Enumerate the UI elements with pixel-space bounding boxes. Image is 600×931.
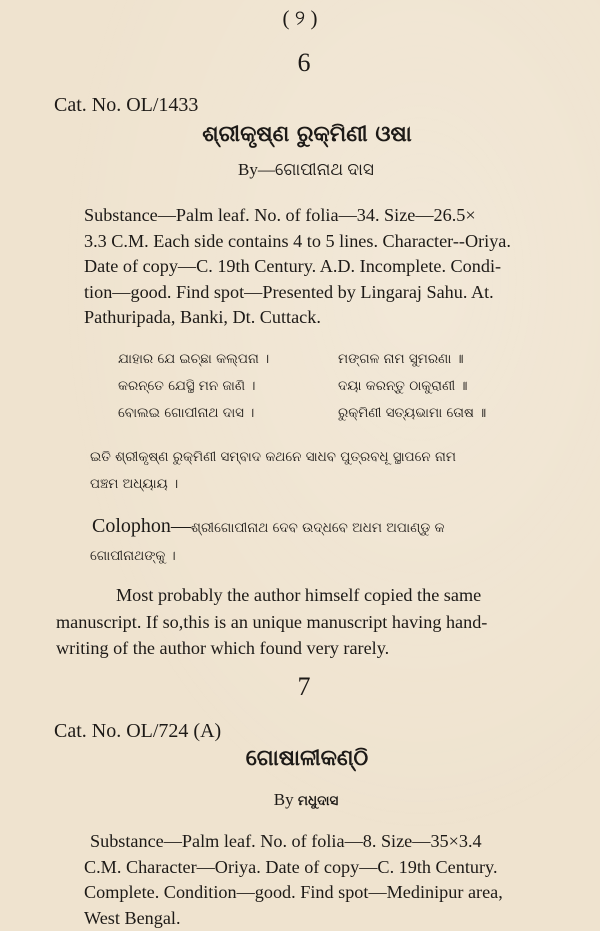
entry-number: 6 [297, 48, 311, 77]
author-line [0, 790, 600, 810]
colophon [92, 515, 445, 538]
description-line: Pathuripada, Banki, Dt. Cuttack. [84, 307, 321, 327]
description-line: tion—good. Find spot—Presented by Lingaraj Sahu. At. [84, 281, 494, 302]
entry-number: 7 [297, 672, 311, 701]
description [84, 203, 572, 331]
description-line: Complete. Condition—good. Find spot—Medinipur area, [84, 882, 503, 902]
author-line: By—ଗୋପୀନାଥ ଦାସ [238, 160, 374, 179]
page-number: ( ୨ ) [282, 6, 318, 30]
colophon-label: Colophon— [92, 515, 191, 537]
verse-left: ବୋଲଇ ଗୋପୀନାଥ ଦାସ । [118, 405, 255, 421]
note-line: manuscript. If so,this is an unique manuscript having hand- [56, 611, 488, 632]
verse-left: କରନ୍ତେ ଯେସ୍ଥି ମନ ଜାଣି । [118, 378, 256, 394]
manuscript-title: ଗୋଷାଳୀକଣ୍ଠି [245, 746, 369, 771]
closing-line: ଇତି ଶ୍ରୀକୃଷ୍ଣ ରୁକ୍ମିଣୀ ସମ୍ବାଦ କଥନେ ସାଧବ ପୁତ୍ରବଧୂ ସ୍ଥାପନେ ନାମ [90, 449, 456, 465]
catalogue-number: Cat. No. OL/1433 [54, 94, 199, 116]
description [84, 829, 572, 931]
verse-left: ଯାହାର ଯେ ଇଚ୍ଛା କଲ୍ପନା । [118, 351, 270, 367]
note-line: Most probably the author himself copied the same [116, 585, 482, 605]
catalogue-number: Cat. No. OL/724 (A) [54, 720, 222, 742]
description-line: Date of copy—C. 19th Century. A.D. Incomplete. Condi- [84, 256, 502, 276]
verse-right: ଦୟା କରନ୍ତୁ ଠାକୁରାଣୀ ॥ [338, 378, 468, 394]
colophon-text: ଶ୍ରୀଗୋପୀନାଥ ଦେବ ଉଦ୍ଧବେ ଅଧମ ଅପାଣ୍ଡୁ କ [190, 520, 445, 536]
description-line: West Bengal. [84, 907, 181, 928]
description-line: 3.3 C.M. Each side contains 4 to 5 lines. Character--Oriya. [84, 230, 511, 251]
description-line: C.M. Character—Oriya. Date of copy—C. 19th Century. [84, 856, 498, 877]
note-line: writing of the author which found very rarely. [56, 638, 390, 658]
closing-line: ପଞ୍ଚମ ଅଧ୍ୟାୟ । [90, 476, 179, 492]
description-line: Substance—Palm leaf. No. of folia—34. Size—26.5× [84, 205, 476, 225]
author-by-label: By [273, 790, 294, 809]
manuscript-title: ଶ୍ରୀକୃଷ୍ଣ ରୁକ୍ମିଣୀ ଓଷା [202, 122, 412, 147]
description-line: Substance—Palm leaf. No. of folia—8. Size—35×3.4 [90, 831, 482, 851]
verse-right: ରୁକ୍ମିଣୀ ସତ୍ୟଭାମା ତୋଷ ॥ [338, 405, 487, 421]
colophon-text-continued: ଗୋପୀନାଥଙ୍କୁ । [90, 548, 176, 564]
note [56, 582, 572, 662]
verse-right: ମଙ୍ଗଳ ନାମ ସୁମରଣା ॥ [338, 351, 464, 367]
author-name: ମଧୁଦାସ [297, 793, 339, 809]
